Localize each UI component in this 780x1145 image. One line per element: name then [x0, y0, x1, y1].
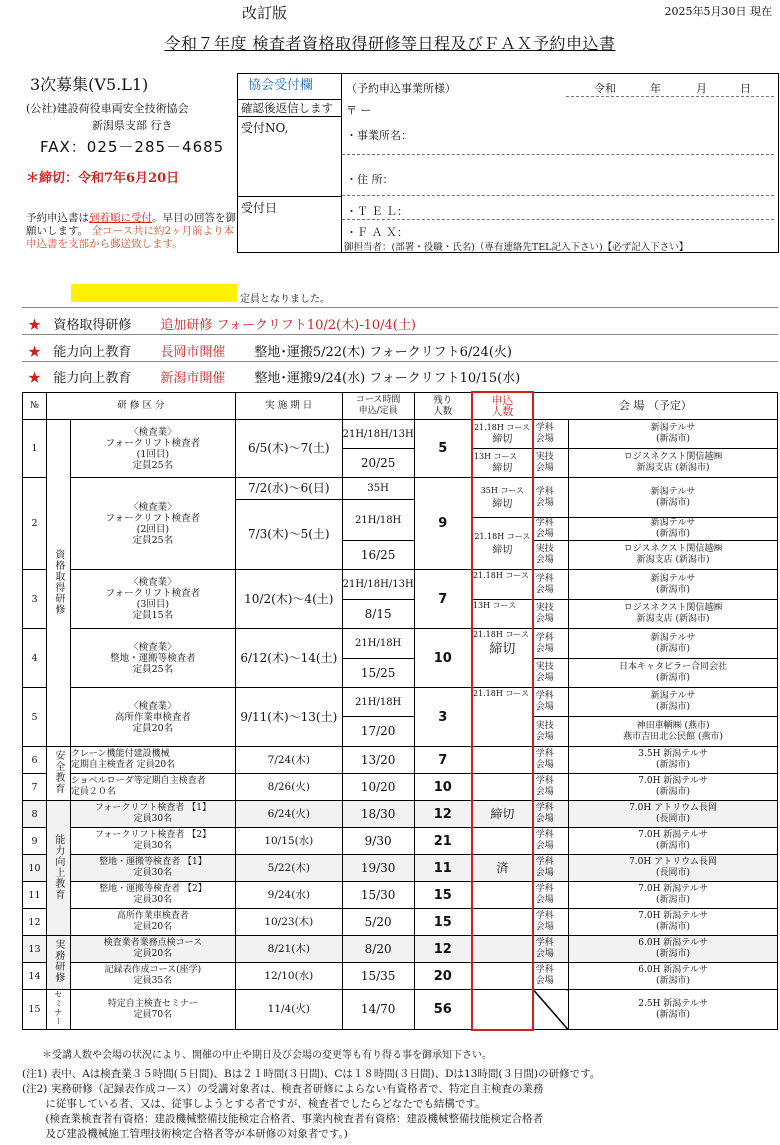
apply-cell[interactable]: 35H コース 締切	[472, 478, 533, 518]
course-date: 7/2(水)～6(日)	[235, 478, 342, 500]
as-of-date: 2025年5月30日 現在	[664, 5, 772, 18]
table-row	[23, 963, 778, 990]
venue: 日本キャタピラー合同会社 (新潟市)	[569, 659, 778, 688]
course-date: 5/22(木)	[235, 855, 342, 882]
apply-cell[interactable]	[472, 882, 533, 909]
ratio: 9/30	[342, 828, 414, 855]
apply-cell[interactable]: 21.18H コース 締切	[472, 518, 533, 570]
apply-cell[interactable]: 21.18H コース 締切	[472, 629, 533, 688]
venue-type: 実技 会場	[533, 659, 569, 688]
apply-cell[interactable]: 21.18H コース 締切	[472, 420, 533, 449]
venue: 6.0H 新潟テルサ (新潟市)	[569, 963, 778, 990]
venue: 新潟テルサ (新潟市)	[569, 629, 778, 659]
course-date: 6/12(木)～14(土)	[235, 629, 342, 688]
star-line-1: ★ 資格取得研修 追加研修 フォークリフト10/2(木)-10/4(土)	[28, 318, 416, 333]
venue-type: 実技 会場	[533, 449, 569, 478]
course-name: 高所作業車検査者 定員20名	[70, 909, 235, 936]
course-name: 〈検査業〉 フォークリフト検査者 (1回目) 定員25名	[70, 420, 235, 478]
course-name: ショベルローダ等定期自主検査者 定員２０名	[70, 774, 235, 801]
revised-label: 改訂版	[242, 4, 288, 22]
header-apply: 申込 人数	[472, 392, 533, 420]
course-name: 整地・運搬等検査者 【2】 定員30名	[70, 882, 235, 909]
footnotes: ＊受講人数や会場の状況により、開催の中止や期日及び会場の変更等も有り得る事を御承知下さい。 (注1) 表中、Aは検査業３５時間(５日間)、Bは２１時間(３日間)、Cは１８時間(３日間)、Dは13時間(３日間)の研修です。 (注2) 実務研修（記録表作成コース）の受講対象者は、検査者研修によらない有資格者で、特定自主検査の業務 に従事している者、又は、従事しようとする者ですが、検査者でしたらどなたでも結構です。 (検査業検査者有資格：建設機械整備技能検定合格者、事業内検査者有資格：建設機械整備技能検定合格者 及び建設機械施工管理技術検定合格者等が本研修の対象者です。)	[22, 1050, 601, 1140]
row-no: 14	[23, 963, 47, 990]
course-name: 〈検査業〉 フォークリフト検査者 (2回目) 定員25名	[70, 478, 235, 570]
venue: 7.0H 新潟テルサ (新潟市)	[569, 828, 778, 855]
fax-field[interactable]: ・Ｆ Ａ Ｘ：	[346, 226, 408, 239]
venue: 3.5H 新潟テルサ (新潟市)	[569, 747, 778, 774]
remaining-count: 15	[414, 882, 472, 909]
table-row	[23, 747, 778, 774]
apply-cell[interactable]: 13H コース 締切	[472, 449, 533, 478]
venue: ロジスネクスト関信越㈱ 新潟支店 (新潟市)	[569, 600, 778, 629]
remaining-count: 5	[414, 420, 472, 478]
remaining-count: 21	[414, 828, 472, 855]
course-date: 7/3(木)～5(土)	[235, 500, 342, 570]
category-label: 実務研修	[46, 936, 70, 990]
venue: 新潟テルサ (新潟市)	[569, 518, 778, 541]
venue-type: 実技 会場	[533, 541, 569, 570]
venue: 7.0H アトリウム長岡 (長岡市)	[569, 855, 778, 882]
venue-type: 学科 会場	[533, 570, 569, 600]
venue: 新潟テルサ (新潟市)	[569, 688, 778, 717]
header-no: №	[23, 392, 47, 420]
reception-header: 協会受付欄	[238, 74, 341, 100]
tel-field[interactable]: ・Ｔ Ｅ Ｌ：	[346, 205, 408, 218]
venue-type: 学科 会場	[533, 420, 569, 449]
venue: ロジスネクスト関信越㈱ 新潟支店 (新潟市)	[569, 541, 778, 570]
course-name: 整地・運搬等検査者 【1】 定員30名	[70, 855, 235, 882]
course-name: 〈検査業〉 整地・運搬等検査者 定員25名	[70, 629, 235, 688]
apply-cell[interactable]	[472, 774, 533, 801]
receipt-date-label: 受付日	[241, 201, 278, 215]
apply-cell[interactable]: 締切	[472, 801, 533, 828]
ratio: 8/15	[342, 600, 414, 629]
postal-field[interactable]: 〒 ー	[346, 104, 372, 117]
capacity-note: 定員となりました。	[240, 294, 330, 305]
course-name: フォークリフト検査者 【2】 定員30名	[70, 828, 235, 855]
course-name: 〈検査業〉 フォークリフト検査者 (3回目) 定員15名	[70, 570, 235, 629]
deadline: ＊締切：令和7年6月20日	[26, 171, 180, 186]
apply-cell[interactable]	[472, 828, 533, 855]
row-no: 11	[23, 882, 47, 909]
applicant-label: （予約申込事業所様）	[346, 82, 456, 95]
ratio: 19/30	[342, 855, 414, 882]
venue-type: 学科 会場	[533, 518, 569, 541]
row-no: 8	[23, 801, 47, 828]
table-header	[23, 392, 778, 420]
category-label: 安全教育	[46, 747, 70, 801]
apply-cell[interactable]: 21.18H コース	[472, 688, 533, 747]
table-row	[23, 828, 778, 855]
remaining-count: 12	[414, 801, 472, 828]
table-row	[23, 629, 778, 659]
ratio: 15/30	[342, 882, 414, 909]
venue-type: 学科 会場	[533, 688, 569, 717]
table-row	[23, 882, 778, 909]
remaining-count: 3	[414, 688, 472, 747]
header-remain: 残り 人数	[414, 392, 472, 420]
row-no: 5	[23, 688, 47, 747]
ratio: 13/20	[342, 747, 414, 774]
remaining-count: 10	[414, 629, 472, 688]
apply-cell[interactable]	[472, 990, 533, 1030]
ratio: 5/20	[342, 909, 414, 936]
slash-cell	[533, 990, 569, 1030]
remaining-count: 9	[414, 478, 472, 570]
apply-cell[interactable]: 13H コース	[472, 600, 533, 629]
venue: 神田車輌㈱ (燕市) 燕市吉田北公民館 (燕市)	[569, 717, 778, 747]
row-no: 12	[23, 909, 47, 936]
venue: 6.0H 新潟テルサ (新潟市)	[569, 936, 778, 963]
course-name: 特定自主検査セミナー 定員70名	[70, 990, 235, 1030]
table-row	[23, 688, 778, 717]
venue-type: 実技 会場	[533, 600, 569, 629]
category-label: セミナー	[46, 990, 70, 1030]
capacity-highlight	[71, 284, 237, 302]
venue: 7.0H 新潟テルサ (新潟市)	[569, 774, 778, 801]
course-name: フォークリフト検査者 【1】 定員30名	[70, 801, 235, 828]
contact-person-field[interactable]: 御担当者：(部署・役職・氏名)（専有連絡先TEL記入下さい)【必ず記入下さい】	[344, 242, 689, 253]
apply-cell[interactable]: 21.18H コース	[472, 570, 533, 600]
day-label: 日	[740, 82, 751, 95]
row-no: 7	[23, 774, 47, 801]
recruit-label: 3次募集(V5.L1)	[30, 75, 149, 94]
remaining-count: 56	[414, 990, 472, 1030]
apply-cell[interactable]	[472, 747, 533, 774]
row-no: 15	[23, 990, 47, 1030]
apply-cell[interactable]	[472, 936, 533, 963]
row-no: 13	[23, 936, 47, 963]
course-hours: 21H/18H	[342, 688, 414, 717]
month-label: 月	[696, 82, 707, 95]
course-date: 8/21(木)	[235, 936, 342, 963]
table-row	[23, 909, 778, 936]
course-date: 11/4(火)	[235, 990, 342, 1030]
address-field[interactable]: ・住 所：	[346, 173, 394, 186]
schedule-table	[22, 391, 778, 1031]
venue-type: 実技 会場	[533, 717, 569, 747]
table-row	[23, 990, 778, 1030]
course-date: 10/15(水)	[235, 828, 342, 855]
row-no: 1	[23, 420, 47, 478]
table-row	[23, 570, 778, 600]
page-title: 令和７年度 検査者資格取得研修等日程及びＦＡＸ予約申込書	[164, 34, 616, 53]
course-name: クレーン機能付建設機械 定期自主検査者 定員20名	[70, 747, 235, 774]
course-date: 8/26(火)	[235, 774, 342, 801]
venue: 7.0H アトリウム長岡 (長岡市)	[569, 801, 778, 828]
fax-number: FAX：025－285－4685	[40, 138, 225, 156]
venue: ロジスネクスト関信越㈱ 新潟支店 (新潟市)	[569, 449, 778, 478]
header-date: 実 施 期 日	[235, 392, 342, 420]
course-date: 6/5(木)～7(土)	[235, 420, 342, 478]
venue: 7.0H 新潟テルサ (新潟市)	[569, 909, 778, 936]
row-no: 2	[23, 478, 47, 570]
org-name: (公社)建設荷役車両安全技術協会	[26, 102, 189, 115]
venue-type: 学科 会場	[533, 801, 569, 828]
remaining-count: 7	[414, 747, 472, 774]
row-no: 10	[23, 855, 47, 882]
office-name-field[interactable]: ・事業所名：	[346, 129, 412, 142]
venue-type: 学科 会場	[533, 963, 569, 990]
ratio: 14/70	[342, 990, 414, 1030]
venue-type: 学科 会場	[533, 747, 569, 774]
star-line-3: ★ 能力向上教育 新潟市開催 整地･運搬9/24(水) フォークリフト10/15(水)	[28, 371, 521, 386]
course-name: 記録表作成コース(座学) 定員35名	[70, 963, 235, 990]
ratio: 8/20	[342, 936, 414, 963]
header-course: コース時間 申込/定員	[342, 392, 414, 420]
course-date: 9/24(水)	[235, 882, 342, 909]
ratio: 10/20	[342, 774, 414, 801]
row-no: 6	[23, 747, 47, 774]
category-shikaku: 資格取得研修	[46, 420, 70, 747]
table-row	[23, 801, 778, 828]
remaining-count: 15	[414, 909, 472, 936]
course-date: 7/24(木)	[235, 747, 342, 774]
venue: 新潟テルサ (新潟市)	[569, 420, 778, 449]
reply-label: 確認後返信します	[238, 100, 341, 117]
course-hours: 21H/18H/13H	[342, 420, 414, 449]
reservation-note: 予約申込書は到着順に受付。早目の回答を御願いします。 全コース共に約2ヶ月前より本申込書を支部から郵送致します。	[26, 212, 236, 250]
table-row	[23, 774, 778, 801]
remaining-count: 12	[414, 936, 472, 963]
ratio: 15/35	[342, 963, 414, 990]
year-label: 年	[650, 82, 661, 95]
course-date: 10/2(木)～4(土)	[235, 570, 342, 629]
header-kubun: 研 修 区 分	[46, 392, 235, 420]
venue-type: 学科 会場	[533, 629, 569, 659]
table-row	[23, 936, 778, 963]
ratio: 18/30	[342, 801, 414, 828]
ratio: 16/25	[342, 541, 414, 570]
apply-cell[interactable]: 済	[472, 855, 533, 882]
table-row	[23, 855, 778, 882]
course-name: 〈検査業〉 高所作業車検査者 定員20名	[70, 688, 235, 747]
venue: 新潟テルサ (新潟市)	[569, 478, 778, 518]
remaining-count: 20	[414, 963, 472, 990]
course-date: 6/24(火)	[235, 801, 342, 828]
course-name: 検査業者業務点検コース 定員20名	[70, 936, 235, 963]
ratio: 20/25	[342, 449, 414, 478]
venue-type: 学科 会場	[533, 774, 569, 801]
course-date: 10/23(木)	[235, 909, 342, 936]
course-date: 12/10(水)	[235, 963, 342, 990]
venue-type: 学科 会場	[533, 909, 569, 936]
course-hours: 21H/18H	[342, 500, 414, 541]
venue-type: 学科 会場	[533, 936, 569, 963]
reiwa-label: 令和	[594, 82, 616, 95]
venue: 2.5H 新潟テルサ (新潟市)	[569, 990, 778, 1030]
ratio: 17/20	[342, 717, 414, 747]
org-branch: 新潟県支部 行き	[92, 119, 173, 132]
remaining-count: 11	[414, 855, 472, 882]
receipt-no-label: 受付NO,	[238, 117, 341, 197]
course-hours: 35H	[342, 478, 414, 500]
table-row	[23, 478, 778, 500]
venue: 新潟テルサ (新潟市)	[569, 570, 778, 600]
row-no: 9	[23, 828, 47, 855]
apply-cell[interactable]	[472, 909, 533, 936]
venue: 7.0H 新潟テルサ (新潟市)	[569, 882, 778, 909]
venue-type: 学科 会場	[533, 855, 569, 882]
course-hours: 21H/18H/13H	[342, 570, 414, 600]
table-row	[23, 420, 778, 449]
category-label: 能力向上教育	[46, 801, 70, 936]
row-no: 3	[23, 570, 47, 629]
venue-type: 学科 会場	[533, 828, 569, 855]
venue-type: 学科 会場	[533, 882, 569, 909]
application-form	[237, 73, 779, 253]
star-line-2: ★ 能力向上教育 長岡市開催 整地･運搬5/22(木) フォークリフト6/24(火)	[28, 345, 512, 360]
remaining-count: 7	[414, 570, 472, 629]
header-kaijo: 会 場 （予定）	[533, 392, 778, 420]
ratio: 15/25	[342, 659, 414, 688]
apply-cell[interactable]	[472, 963, 533, 990]
course-hours: 21H/18H	[342, 629, 414, 659]
course-date: 9/11(木)～13(土)	[235, 688, 342, 747]
venue-type: 学科 会場	[533, 478, 569, 518]
remaining-count: 10	[414, 774, 472, 801]
row-no: 4	[23, 629, 47, 688]
